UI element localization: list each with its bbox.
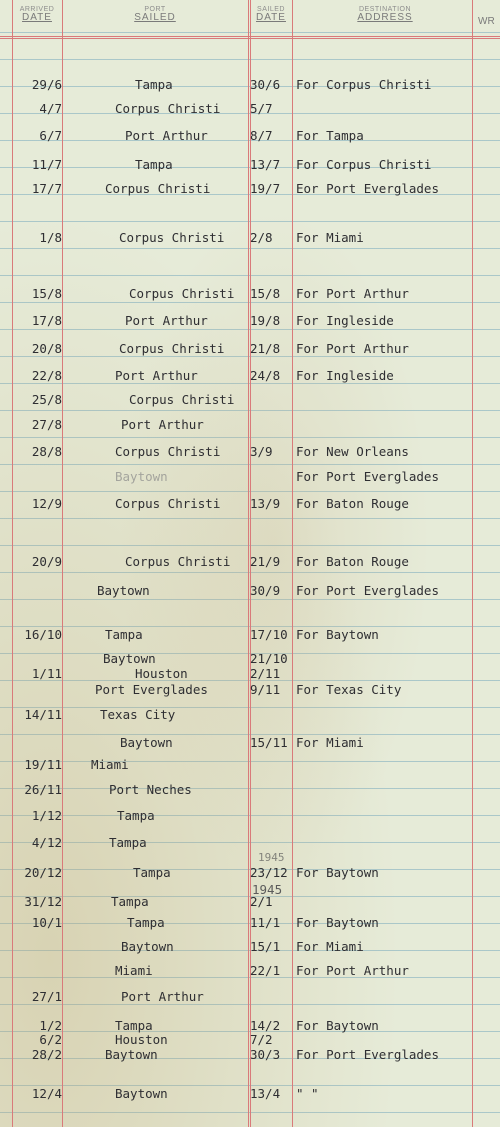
row-port: Baytown [121,939,174,954]
row-port: Corpus Christi [115,496,221,511]
row-arrived: 26/11 [24,782,62,797]
row-sailed: 2/1 [250,894,273,909]
row-port: Houston [135,666,188,681]
row-sailed: 15/11 [250,735,288,750]
row-sailed: 23/12 [250,865,288,880]
row-port: Tampa [109,835,147,850]
row-port: Baytown [103,651,156,666]
row-port: Houston [115,1032,168,1047]
header-arrived: ARRIVED DATE [19,6,55,23]
row-arrived: 1/8 [39,230,62,245]
row-sailed: 19/7 [250,181,281,196]
row-port: Port Arthur [115,368,198,383]
header-sailed: SAILED DATE [256,6,286,23]
row-port: Miami [91,757,129,772]
row-arrived: 12/4 [31,1086,62,1101]
row-port: Corpus Christi [115,444,221,459]
row-destination: For Baytown [296,627,379,642]
row-destination: For Port Everglades [296,469,439,484]
row-sailed: 30/3 [250,1047,281,1062]
row-sailed: 13/7 [250,157,281,172]
row-sailed: 9/11 [250,682,281,697]
row-destination: For Port Everglades [296,583,439,598]
row-arrived: 4/7 [39,101,62,116]
row-port: Tampa [135,157,173,172]
row-port: Tampa [133,865,171,880]
row-arrived: 20/8 [31,341,62,356]
row-port: Miami [115,963,153,978]
row-port: Tampa [117,808,155,823]
row-arrived: 17/7 [31,181,62,196]
row-destination: For Port Arthur [296,963,409,978]
row-port: Tampa [105,627,143,642]
row-arrived: 1/2 [39,1018,62,1033]
row-destination: " " [296,1086,319,1101]
row-destination: For Baton Rouge [296,554,409,569]
row-destination: For Tampa [296,128,364,143]
row-sailed: 17/10 [250,627,288,642]
row-destination: For New Orleans [296,444,409,459]
row-arrived: 15/8 [31,286,62,301]
row-destination: For Texas City [296,682,402,697]
row-sailed: 3/9 [250,444,273,459]
row-sailed: 14/2 [250,1018,281,1033]
row-arrived: 20/12 [24,865,62,880]
row-port: Tampa [115,1018,153,1033]
row-arrived: 28/8 [31,444,62,459]
row-port: Port Neches [109,782,192,797]
row-sailed: 13/4 [250,1086,281,1101]
row-arrived: 31/12 [24,894,62,909]
row-destination: For Baytown [296,1018,379,1033]
row-port: Port Arthur [125,313,208,328]
row-port: Baytown [120,735,173,750]
row-destination: For Ingleside [296,368,394,383]
row-sailed: 2/8 [250,230,273,245]
year-note-struck: 1945 [258,851,285,864]
row-arrived: 20/9 [31,554,62,569]
row-port: Port Everglades [95,682,208,697]
row-port: Corpus Christi [129,392,235,407]
row-arrived: 25/8 [31,392,62,407]
header-wr: WR [478,16,495,27]
row-destination: For Baytown [296,915,379,930]
row-arrived: 1/11 [31,666,62,681]
row-destination: For Port Arthur [296,341,409,356]
row-sailed: 21/10 [250,651,288,666]
column-rule-sailed [292,0,293,1127]
row-arrived: 12/9 [31,496,62,511]
row-arrived: 29/6 [31,77,62,92]
row-destination: For Port Arthur [296,286,409,301]
row-destination: For Corpus Christi [296,157,432,172]
row-port: Tampa [135,77,173,92]
row-port: Baytown [115,1086,168,1101]
row-arrived: 28/2 [31,1047,62,1062]
row-sailed: 30/6 [250,77,281,92]
row-port: Baytown [97,583,150,598]
row-port: Baytown [115,469,168,484]
row-sailed: 22/1 [250,963,281,978]
row-destination: For Miami [296,735,364,750]
row-destination: For Corpus Christi [296,77,432,92]
row-port: Port Arthur [121,989,204,1004]
row-port: Texas City [100,707,176,722]
row-arrived: 27/1 [31,989,62,1004]
row-port: Corpus Christi [105,181,211,196]
row-sailed: 13/9 [250,496,281,511]
row-arrived: 4/12 [31,835,62,850]
row-arrived: 1/12 [31,808,62,823]
row-port: Tampa [127,915,165,930]
row-port: Port Arthur [121,417,204,432]
row-arrived: 6/7 [39,128,62,143]
header-destination: DESTINATION ADDRESS [357,6,413,23]
row-arrived: 6/2 [39,1032,62,1047]
row-arrived: 19/11 [24,757,62,772]
row-arrived: 16/10 [24,627,62,642]
row-arrived: 11/7 [31,157,62,172]
row-destination: For Miami [296,939,364,954]
row-arrived: 14/11 [24,707,62,722]
header-port: PORT SAILED [134,6,176,23]
row-arrived: 27/8 [31,417,62,432]
column-rule-arrived [62,0,63,1127]
row-destination: For Baton Rouge [296,496,409,511]
row-port: Corpus Christi [125,554,231,569]
row-sailed: 11/1 [250,915,281,930]
row-port: Baytown [105,1047,158,1062]
row-port: Tampa [111,894,149,909]
row-sailed: 19/8 [250,313,281,328]
row-port: Corpus Christi [119,230,225,245]
row-destination: Eor Port Everglades [296,181,439,196]
row-destination: For Ingleside [296,313,394,328]
column-rule-port [248,0,249,1127]
row-destination: For Baytown [296,865,379,880]
row-port: Corpus Christi [119,341,225,356]
row-arrived: 10/1 [31,915,62,930]
year-note: 1945 [252,882,283,897]
row-sailed: 15/1 [250,939,281,954]
row-sailed: 21/8 [250,341,281,356]
row-sailed: 8/7 [250,128,273,143]
row-port: Corpus Christi [115,101,221,116]
row-sailed: 30/9 [250,583,281,598]
row-sailed: 15/8 [250,286,281,301]
row-port: Port Arthur [125,128,208,143]
row-destination: For Port Everglades [296,1047,439,1062]
row-arrived: 17/8 [31,313,62,328]
row-port: Corpus Christi [129,286,235,301]
row-sailed: 24/8 [250,368,281,383]
row-destination: For Miami [296,230,364,245]
row-sailed: 21/9 [250,554,281,569]
row-sailed: 7/2 [250,1032,273,1047]
row-sailed: 5/7 [250,101,273,116]
row-arrived: 22/8 [31,368,62,383]
row-sailed: 2/11 [250,666,281,681]
